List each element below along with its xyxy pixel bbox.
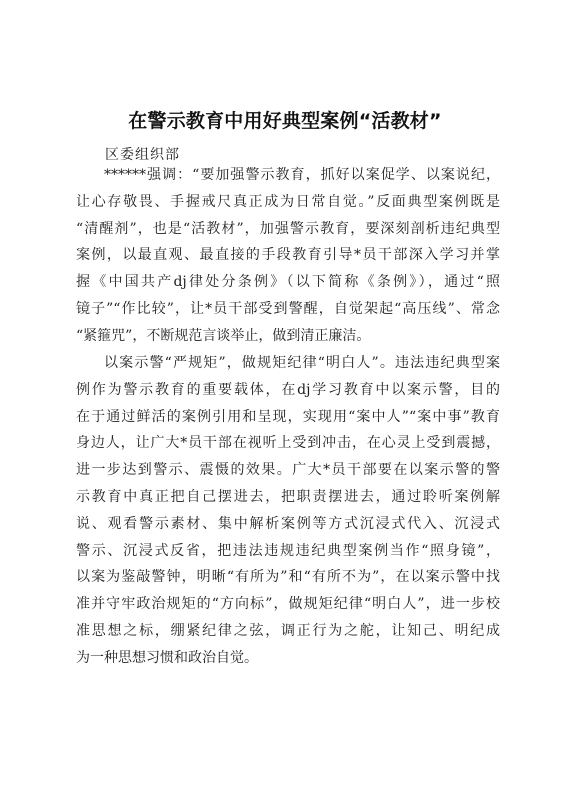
paragraph-line: 说、观看警示素材、集中解析案例等方式沉浸式代入、沉浸式 — [76, 515, 500, 532]
paragraph-line: “紧箍咒”，不断规范言谈举止，做到清正廉洁。 — [76, 327, 371, 344]
paragraph-line: 镜子”“作比较”，让*员干部受到警醒，自觉架起“高压线”、常念 — [76, 300, 500, 317]
paragraph-line: 以案为鉴敲警钟，明晰“有所为”和“有所不为”，在以案示警中找 — [76, 569, 500, 586]
paragraph-line: 身边人，让广大*员干部在视听上受到冲击，在心灵上受到震撼， — [76, 435, 500, 452]
page-title: 在警示教育中用好典型案例“活教材” — [128, 110, 442, 132]
paragraph-line: 在于通过鲜活的案例引用和呈现，实现用“案中人”“案中事”教育 — [76, 408, 500, 425]
paragraph-line: 进一步达到警示、震慑的效果。广大*员干部要在以案示警的警 — [76, 462, 500, 479]
paragraph-1 — [76, 162, 500, 350]
paragraph-line: 以案示警“严规矩”，做规矩纪律“明白人”。违法违纪典型案 — [104, 355, 500, 371]
paragraph-line: ******强调：“要加强警示教育，抓好以案促学、以案说纪， — [104, 167, 500, 183]
paragraph-line: 案例，以最直观、最直接的手段教育引导*员干部深入学习并掌 — [76, 247, 500, 264]
paragraph-line: 例作为警示教育的重要载体，在dj学习教育中以案示警，目的 — [76, 381, 500, 398]
paragraph-line: 示教育中真正把自己摆进去，把职责摆进去，通过聆听案例解 — [76, 488, 500, 505]
paragraph-line: “清醒剂”，也是“活教材”，加强警示教育，要深刻剖析违纪典型 — [76, 220, 500, 237]
paragraph-line: 握《中国共产dj律处分条例》（以下简称《条例》），通过“照 — [76, 274, 500, 291]
paragraph-line: 警示、沉浸式反省，把违法违规违纪典型案例当作“照身镜”， — [76, 542, 500, 559]
paragraph-line: 准并守牢政治规矩的“方向标”，做规矩纪律“明白人”，进一步校 — [76, 596, 500, 613]
paragraph-line: 为一种思想习惯和政治自觉。 — [76, 649, 258, 666]
paragraph-line: 准思想之标，绷紧纪律之弦，调正行为之舵，让知己、明纪成 — [76, 622, 500, 639]
paragraph-2 — [76, 350, 500, 672]
paragraph-line: 让心存敬畏、手握戒尺真正成为日常自觉。”反面典型案例既是 — [76, 193, 500, 210]
author-line: 区委组织部 — [105, 147, 180, 163]
